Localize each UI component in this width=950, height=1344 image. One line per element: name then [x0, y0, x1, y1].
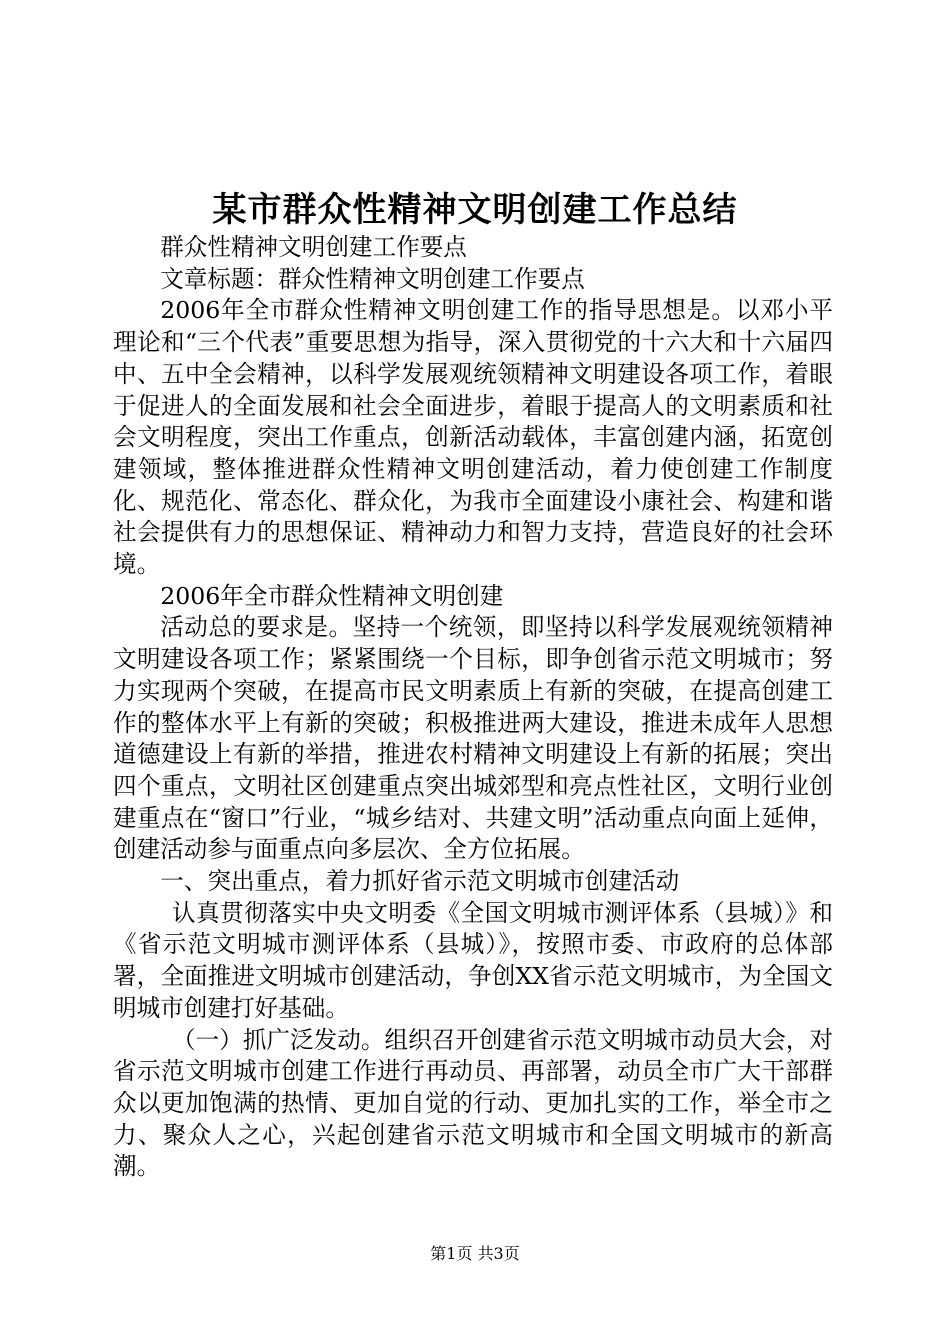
paragraph: （一）抓广泛发动。组织召开创建省示范文明城市动员大会，对省示范文明城市创建工作进行再动员、再部署，动员全市广大干部群众以更加饱满的热情、更加自觉的行动、更加扎实的工作，举全市之力、聚众人之心，兴起创建省示范文明城市和全国文明城市的新高潮。 [113, 1025, 833, 1181]
paragraph: 群众性精神文明创建工作要点 [160, 233, 467, 261]
paragraph: 2006年全市群众性精神文明创建 [160, 581, 504, 610]
paragraph: 2006年全市群众性精神文明创建工作的指导思想是。以邓小平理论和“三个代表”重要思想为指导，深入贯彻党的十六大和十六届四中、五中全会精神，以科学发展观统领精神文明建设各项工作，着眼于促进人的全面发展和社会全面进步，着眼于提高人的文明素质和社会文明程度，突出工作重点，创新活动载体，丰富创建内涵，拓宽创建领域，整体推进群众性精神文明创建活动，着力使创建工作制度化、规范化、常态化、群众化，为我市全面建设小康社会、构建和谐社会提供有力的思想保证、精神动力和智力支持，营造良好的社会环境。 [113, 296, 833, 579]
document-body [113, 232, 833, 1183]
section-heading: 一、突出重点，着力抓好省示范文明城市创建活动 [160, 867, 680, 896]
paragraph: 文章标题：群众性精神文明创建工作要点 [160, 264, 585, 293]
page-footer: 第1页 共3页 [430, 1244, 520, 1263]
paragraph: 认真贯彻落实中央文明委《全国文明城市测评体系（县城）》和《省示范文明城市测评体系（县城）》，按照市委、市政府的总体部署，全面推进文明城市创建活动，争创XX省示范文明城市，为全国文明城市创建打好基础。 [113, 898, 833, 1022]
document-title: 某市群众性精神文明创建工作总结 [212, 190, 738, 230]
paragraph: 活动总的要求是。坚持一个统领，即坚持以科学发展观统领精神文明建设各项工作；紧紧围绕一个目标，即争创省示范文明城市；努力实现两个突破，在提高市民文明素质上有新的突破，在提高创建工作的整体水平上有新的突破；积极推进两大建设，推进未成年人思想道德建设上有新的举措，推进农村精神文明建设上有新的拓展；突出四个重点，文明社区创建重点突出城郊型和亮点性社区，文明行业创建重点在“窗口”行业，“城乡结对、共建文明”活动重点向面上延伸，创建活动参与面重点向多层次、全方位拓展。 [113, 613, 833, 864]
